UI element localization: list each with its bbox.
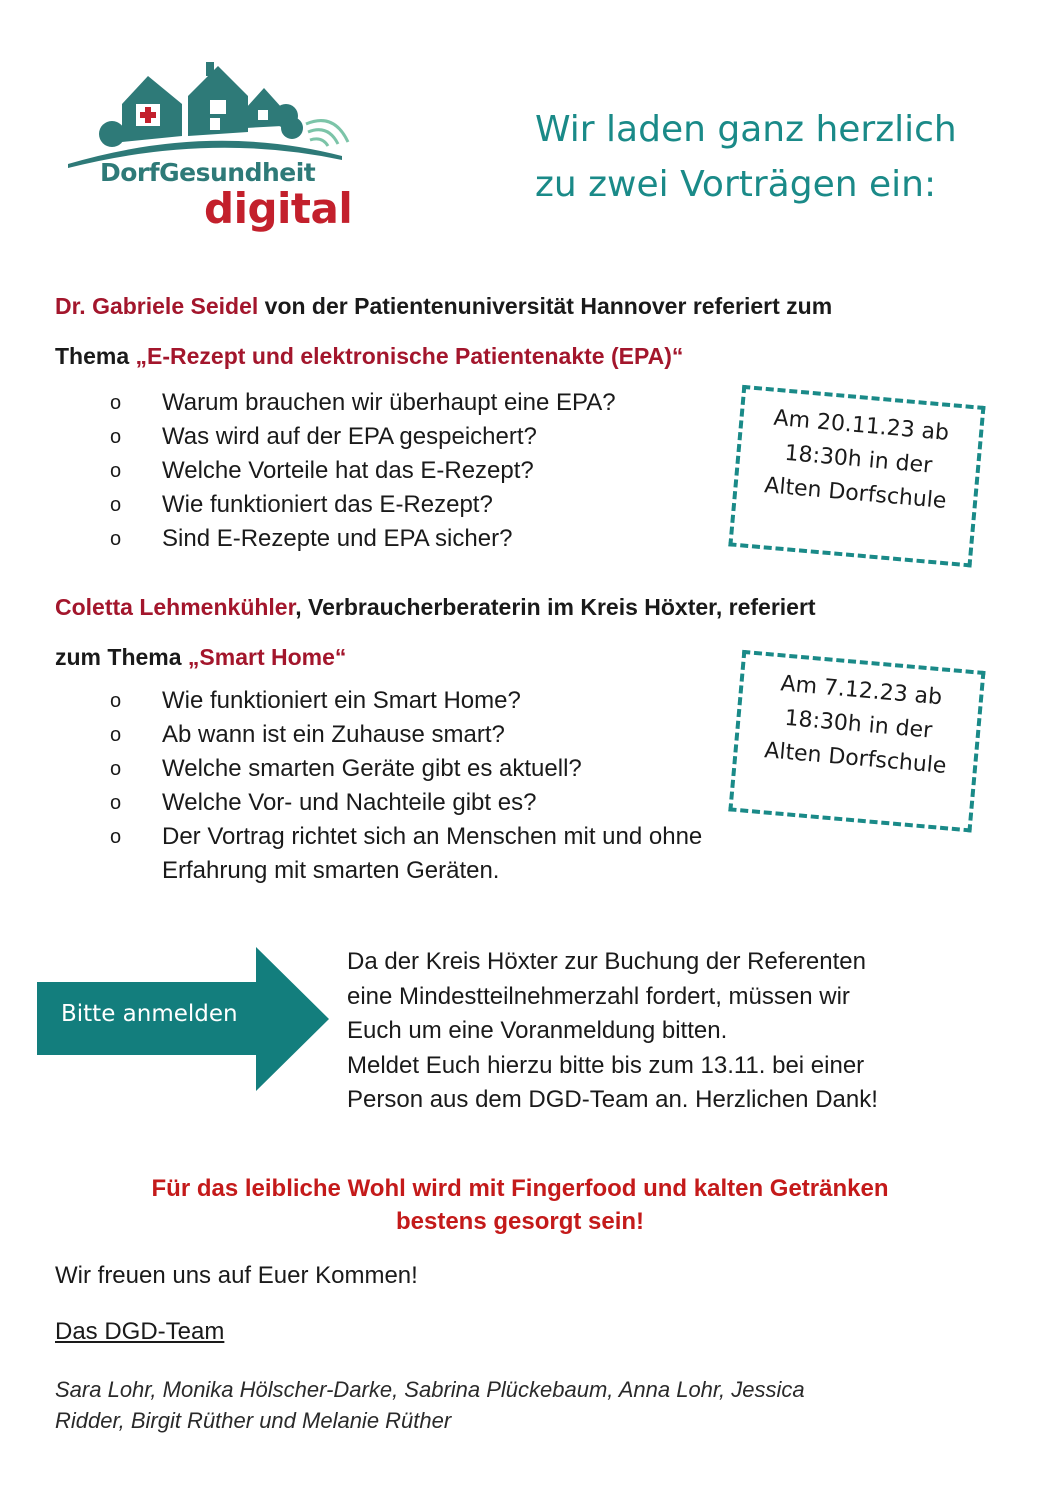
time-line: 18:30h in der bbox=[783, 705, 934, 744]
question-text: Welche Vorteile hat das E-Rezept? bbox=[162, 457, 534, 484]
closing-text: Wir freuen uns auf Euer Kommen! bbox=[55, 1262, 418, 1289]
team-members-line-2: Ridder, Birgit Rüther und Melanie Rüther bbox=[55, 1408, 452, 1433]
talk1-intro-text: von der Patientenuniversität Hannover referiert zum bbox=[258, 293, 833, 319]
talk2-topic-prefix: zum Thema bbox=[55, 644, 188, 670]
list-item bbox=[110, 752, 702, 786]
bullet-marker: o bbox=[110, 724, 122, 746]
talk2-date-box bbox=[728, 650, 981, 830]
location-line: Alten Dorfschule bbox=[763, 738, 948, 780]
question-text: Welche smarten Geräte gibt es aktuell? bbox=[162, 755, 582, 782]
question-text: Wie funktioniert das E-Rezept? bbox=[162, 491, 493, 518]
talk1-date-box bbox=[728, 385, 981, 565]
logo-text-digital: digital bbox=[204, 184, 353, 233]
bullet-marker: o bbox=[110, 392, 122, 414]
catering-line-2: bestens gesorgt sein! bbox=[395, 1208, 645, 1235]
list-item bbox=[110, 420, 616, 454]
register-arrow bbox=[37, 947, 329, 1091]
list-item bbox=[110, 454, 616, 488]
team-title: Das DGD-Team bbox=[55, 1318, 225, 1345]
bullet-marker: o bbox=[110, 758, 122, 780]
talk2-date-text bbox=[732, 664, 984, 787]
logo-text-dorfgesundheit: DorfGesundheit bbox=[100, 158, 316, 187]
notice-line: Person aus dem DGD-Team an. Herzlichen Dank! bbox=[347, 1086, 878, 1113]
list-item bbox=[110, 488, 616, 522]
bullet-marker: o bbox=[110, 494, 122, 516]
talk1-date-text bbox=[732, 399, 984, 522]
date-line: Am 20.11.23 ab bbox=[772, 405, 950, 446]
question-text-continuation: Erfahrung mit smarten Geräten. bbox=[162, 857, 500, 884]
time-line: 18:30h in der bbox=[783, 440, 934, 479]
talk2-topic: „Smart Home“ bbox=[187, 644, 347, 670]
question-text: Sind E-Rezepte und EPA sicher? bbox=[162, 525, 513, 552]
team-members-line-1: Sara Lohr, Monika Hölscher-Darke, Sabrina Plückebaum, Anna Lohr, Jessica bbox=[55, 1377, 805, 1402]
bullet-marker: o bbox=[110, 792, 122, 814]
team-members bbox=[55, 1374, 805, 1436]
bullet-marker: o bbox=[110, 460, 122, 482]
bullet-marker: o bbox=[110, 690, 122, 712]
bullet-marker: o bbox=[110, 826, 122, 848]
bullet-marker: o bbox=[110, 426, 122, 448]
heading-line-2: zu zwei Vorträgen ein: bbox=[535, 164, 937, 205]
list-item bbox=[110, 820, 702, 888]
heading-line-1: Wir laden ganz herzlich bbox=[535, 109, 957, 150]
talk1-intro bbox=[55, 281, 1015, 381]
talk1-topic-prefix: Thema bbox=[55, 343, 136, 369]
talk2-intro-text: , Verbraucherberaterin im Kreis Höxter, referiert bbox=[295, 594, 816, 620]
catering-line-1: Für das leibliche Wohl wird mit Fingerfood und kalten Getränken bbox=[151, 1175, 889, 1202]
question-text: Welche Vor- und Nachteile gibt es? bbox=[162, 789, 537, 816]
list-item bbox=[110, 684, 702, 718]
logo bbox=[60, 60, 360, 250]
date-line: Am 7.12.23 ab bbox=[779, 671, 944, 711]
talk2-speaker: Coletta Lehmenkühler bbox=[55, 594, 296, 620]
list-item bbox=[110, 786, 702, 820]
register-label: Bitte anmelden bbox=[61, 1001, 238, 1027]
catering-note bbox=[60, 1172, 980, 1238]
question-text: Wie funktioniert ein Smart Home? bbox=[162, 687, 521, 714]
notice-line: Da der Kreis Höxter zur Buchung der Referenten bbox=[347, 948, 866, 975]
registration-notice bbox=[347, 945, 878, 1118]
talk1-question-list bbox=[110, 386, 616, 556]
location-line: Alten Dorfschule bbox=[763, 473, 948, 515]
question-text: Der Vortrag richtet sich an Menschen mit und ohne bbox=[162, 823, 703, 850]
talk1-topic: „E-Rezept und elektronische Patientenakte (EPA)“ bbox=[135, 343, 684, 369]
question-text: Warum brauchen wir überhaupt eine EPA? bbox=[162, 389, 616, 416]
question-text: Was wird auf der EPA gespeichert? bbox=[162, 423, 537, 450]
notice-line: Euch um eine Voranmeldung bitten. bbox=[347, 1017, 728, 1044]
list-item bbox=[110, 718, 702, 752]
invitation-heading bbox=[535, 102, 1015, 212]
list-item bbox=[110, 386, 616, 420]
notice-line: eine Mindestteilnehmerzahl fordert, müssen wir bbox=[347, 982, 850, 1010]
talk1-speaker: Dr. Gabriele Seidel bbox=[55, 293, 259, 319]
talk2-question-list bbox=[110, 684, 702, 888]
list-item bbox=[110, 522, 616, 556]
question-text: Ab wann ist ein Zuhause smart? bbox=[162, 721, 505, 748]
notice-line: Meldet Euch hierzu bitte bis zum 13.11. bei einer bbox=[347, 1051, 865, 1079]
bullet-marker: o bbox=[110, 528, 122, 550]
